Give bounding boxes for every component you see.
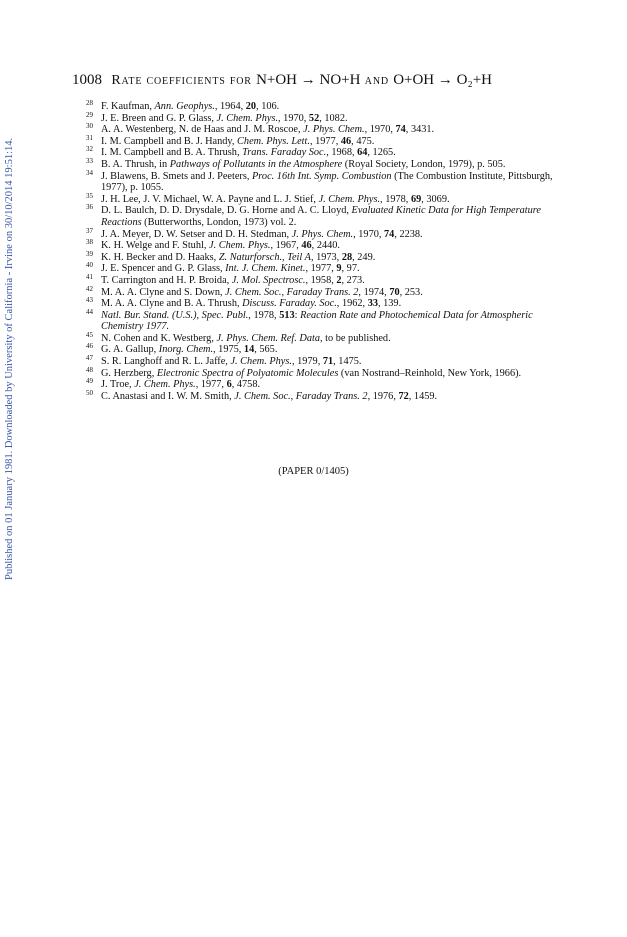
reference-item xyxy=(86,191,554,206)
download-watermark-text: Published on 01 January 1981. Downloaded by University of California - Irvine on 30/10/2014 19:51:14. xyxy=(4,137,15,580)
reference-number: 35 xyxy=(86,191,93,200)
reference-item xyxy=(86,298,554,310)
paper-code: (PAPER 0/1405) xyxy=(278,466,349,477)
download-watermark xyxy=(2,110,18,580)
reference-number: 29 xyxy=(86,110,93,119)
reference-item xyxy=(86,307,554,333)
reference-text: J. E. Spencer and G. P. Glass, Int. J. Chem. Kinet., 1977, 9, 97. xyxy=(101,263,360,275)
reaction-formula-2: O+OH → O₂+H xyxy=(393,72,492,88)
reference-text: I. M. Campbell and B. A. Thrush, Trans. Faraday Soc., 1968, 64, 1265. xyxy=(101,147,396,159)
reference-list xyxy=(86,101,554,402)
running-title-conjunction: and xyxy=(364,73,389,88)
reference-number: 32 xyxy=(86,145,93,154)
reference-item xyxy=(86,272,554,287)
reference-text: A. A. Westenberg, N. de Haas and J. M. Roscoe, J. Phys. Chem., 1970, 74, 3431. xyxy=(101,124,435,136)
reference-text: D. L. Baulch, D. D. Drysdale, D. G. Horne and A. C. Lloyd, Evaluated Kinetic Data for High Temperature Reactions (Butterworths, London, 1973) vol. 2. xyxy=(101,205,541,228)
running-title xyxy=(111,73,492,88)
reference-item xyxy=(86,168,554,194)
reference-item xyxy=(86,101,554,113)
reference-item xyxy=(86,226,554,241)
reference-text: J. Blawens, B. Smets and J. Peeters, Proc. 16th Int. Symp. Combustion (The Combustion Institute, Pittsburgh, 1977), p. 1055. xyxy=(101,170,553,194)
running-header xyxy=(72,72,572,89)
reference-text: J. H. Lee, J. V. Michael, W. A. Payne and L. J. Stief, J. Chem. Phys., 1978, 69, 3069. xyxy=(101,193,450,205)
reference-item xyxy=(86,124,554,136)
reference-text: G. Herzberg, Electronic Spectra of Polyatomic Molecules (van Nostrand–Reinhold, New York, 1966). xyxy=(101,367,522,379)
reference-number: 31 xyxy=(86,133,93,142)
reference-text: F. Kaufman, Ann. Geophys., 1964, 20, 106. xyxy=(101,101,280,112)
reference-item xyxy=(86,156,554,171)
reference-item xyxy=(86,147,554,159)
reference-text: M. A. A. Clyne and S. Down, J. Chem. Soc., Faraday Trans. 2, 1974, 70, 253. xyxy=(101,286,423,298)
reference-text: B. A. Thrush, in Pathways of Pollutants in the Atmosphere (Royal Society, London, 1979), p. 505. xyxy=(101,158,506,170)
reference-number: 42 xyxy=(86,284,93,293)
reference-item xyxy=(86,365,554,380)
reaction-formula-1: N+OH → NO+H xyxy=(256,72,361,88)
reference-number: 39 xyxy=(86,249,93,258)
reference-number: 50 xyxy=(86,388,93,397)
reference-item xyxy=(86,344,554,356)
page-number: 1008 xyxy=(72,72,102,88)
reference-item xyxy=(86,379,554,391)
reference-item xyxy=(86,249,554,264)
reference-item xyxy=(86,205,554,228)
reference-number: 40 xyxy=(86,261,93,270)
reference-text: I. M. Campbell and B. J. Handy, Chem. Phys. Lett., 1977, 46, 475. xyxy=(101,135,375,147)
reference-item xyxy=(86,330,554,345)
reference-number: 46 xyxy=(86,342,93,351)
reference-text: Natl. Bur. Stand. (U.S.), Spec. Publ., 1978, 513: Reaction Rate and Photochemical Data for Atmospheric Chemistry 1977. xyxy=(101,309,533,333)
reference-text: K. H. Welge and F. Stuhl, J. Chem. Phys., 1967, 46, 2440. xyxy=(101,240,340,252)
reference-text: J. Troe, J. Chem. Phys., 1977, 6, 4758. xyxy=(101,379,261,391)
reference-number: 47 xyxy=(86,354,93,363)
reference-text: J. A. Meyer, D. W. Setser and D. H. Stedman, J. Phys. Chem., 1970, 74, 2238. xyxy=(101,228,423,240)
reference-number: 41 xyxy=(86,272,93,281)
reference-item xyxy=(86,284,554,299)
reference-item xyxy=(86,263,554,275)
reference-number: 33 xyxy=(86,156,93,165)
reference-item xyxy=(86,240,554,252)
reference-number: 28 xyxy=(86,99,93,107)
reference-number: 38 xyxy=(86,238,93,247)
reference-item xyxy=(86,110,554,125)
reference-number: 45 xyxy=(86,330,93,339)
reference-item xyxy=(86,133,554,148)
reference-text: S. R. Langhoff and R. L. Jaffe, J. Chem. Phys., 1979, 71, 1475. xyxy=(101,356,362,368)
reference-text: G. A. Gallup, Inorg. Chem., 1975, 14, 565. xyxy=(101,344,278,356)
reference-number: 44 xyxy=(86,307,93,316)
reference-number: 34 xyxy=(86,168,93,177)
reference-number: 49 xyxy=(86,377,93,386)
reference-number: 36 xyxy=(86,203,93,212)
reference-text: K. H. Becker and D. Haaks, Z. Naturforsch., Teil A, 1973, 28, 249. xyxy=(101,251,376,263)
reference-text: C. Anastasi and I. W. M. Smith, J. Chem. Soc., Faraday Trans. 2, 1976, 72, 1459. xyxy=(101,390,438,402)
reference-number: 48 xyxy=(86,365,93,374)
reference-item xyxy=(86,388,554,403)
reference-item xyxy=(86,356,554,368)
running-title-text: Rate coefficients for xyxy=(111,73,252,88)
reference-number: 43 xyxy=(86,296,93,305)
reference-text: T. Carrington and H. P. Broida, J. Mol. Spectrosc., 1958, 2, 273. xyxy=(101,274,365,286)
reference-text: J. E. Breen and G. P. Glass, J. Chem. Phys., 1970, 52, 1082. xyxy=(101,112,348,124)
reference-number: 37 xyxy=(86,226,93,235)
reference-number: 30 xyxy=(86,122,93,131)
reference-text: M. A. A. Clyne and B. A. Thrush, Discuss. Faraday. Soc., 1962, 33, 139. xyxy=(101,298,402,310)
reference-text: N. Cohen and K. Westberg, J. Phys. Chem. Ref. Data, to be published. xyxy=(101,332,391,344)
